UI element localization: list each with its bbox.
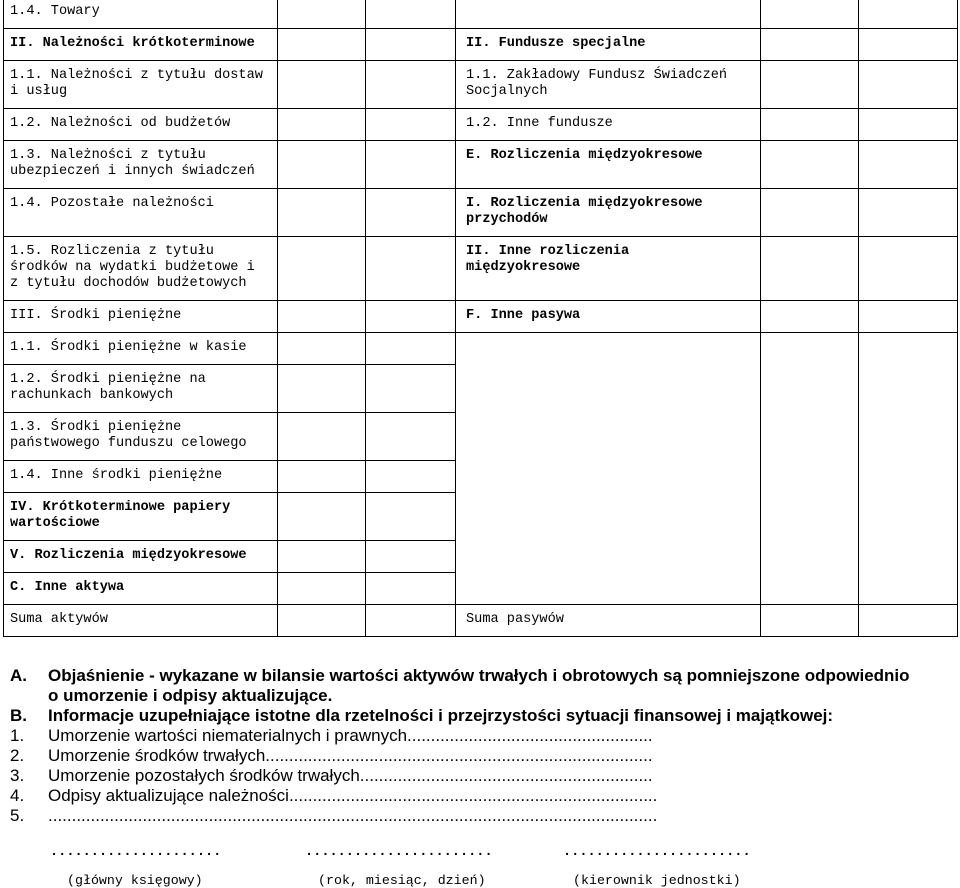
- list-item-number: 1.: [10, 726, 25, 745]
- list-item-number: 2.: [10, 746, 25, 765]
- list-item: [10, 806, 910, 826]
- table-row: [4, 0, 958, 28]
- list-item: [10, 766, 910, 786]
- asset-row-label: C. Inne aktywa: [4, 572, 278, 604]
- asset-row-label: II. Należności krótkoterminowe: [4, 28, 278, 60]
- assets-amount-cell: [278, 604, 366, 636]
- liability-row-label: I. Rozliczenia międzyokresowe przychodów: [456, 188, 761, 236]
- assets-amount-cell: [366, 540, 456, 572]
- total-liabilities-label: Suma pasywów: [456, 604, 761, 636]
- assets-amount-cell: [278, 540, 366, 572]
- assets-amount-cell: [278, 332, 366, 364]
- liabilities-amount-cell: [859, 300, 958, 332]
- liabilities-amount-cell: [761, 0, 859, 28]
- assets-amount-cell: [278, 188, 366, 236]
- assets-amount-cell: [366, 28, 456, 60]
- assets-amount-cell: [366, 604, 456, 636]
- table-row: [4, 332, 958, 364]
- asset-row-label: 1.4. Pozostałe należności: [4, 188, 278, 236]
- table-row: [4, 60, 958, 108]
- assets-amount-cell: [366, 332, 456, 364]
- asset-row-label: 1.3. Środki pieniężne państwowego funduszu celowego: [4, 412, 278, 460]
- assets-amount-cell: [278, 236, 366, 300]
- liabilities-amount-cell: [859, 140, 958, 188]
- table-row: [4, 28, 958, 60]
- signature-line-chief-accountant: .....................: [50, 845, 222, 860]
- asset-row-label: 1.1. Środki pieniężne w kasie: [4, 332, 278, 364]
- table-row: [4, 236, 958, 300]
- liabilities-amount-cell: [859, 0, 958, 28]
- note-b: [10, 706, 910, 726]
- assets-amount-cell: [278, 108, 366, 140]
- liabilities-amount-cell: [761, 188, 859, 236]
- list-item: [10, 786, 910, 806]
- list-item-text: .................................................................................................................................: [48, 806, 658, 825]
- assets-amount-cell: [278, 492, 366, 540]
- liabilities-amount-cell: [761, 108, 859, 140]
- note-text: Informacje uzupełniające istotne dla rzetelności i przejrzystości sytuacji finansowej i majątkowej:: [48, 706, 834, 725]
- asset-row-label: IV. Krótkoterminowe papiery wartościowe: [4, 492, 278, 540]
- asset-row-label: 1.2. Należności od budżetów: [4, 108, 278, 140]
- table-row: [4, 300, 958, 332]
- liabilities-amount-cell: [859, 236, 958, 300]
- liability-row-label: [456, 0, 761, 28]
- liability-row-label: F. Inne pasywa: [456, 300, 761, 332]
- assets-amount-cell: [278, 412, 366, 460]
- asset-row-label: 1.2. Środki pieniężne na rachunkach bankowych: [4, 364, 278, 412]
- assets-amount-cell: [366, 412, 456, 460]
- assets-amount-cell: [278, 364, 366, 412]
- asset-row-label: 1.4. Towary: [4, 0, 278, 28]
- liability-row-label: II. Fundusze specjalne: [456, 28, 761, 60]
- list-item: [10, 746, 910, 766]
- assets-amount-cell: [366, 140, 456, 188]
- assets-amount-cell: [278, 460, 366, 492]
- assets-amount-cell: [278, 60, 366, 108]
- signature-label-unit-head: (kierownik jednostki): [573, 873, 741, 888]
- asset-row-label: 1.5. Rozliczenia z tytułu środków na wydatki budżetowe i z tytułu dochodów budżetowych: [4, 236, 278, 300]
- asset-row-label: V. Rozliczenia międzyokresowe: [4, 540, 278, 572]
- assets-amount-cell: [366, 0, 456, 28]
- assets-amount-cell: [366, 188, 456, 236]
- note-a: [10, 666, 910, 706]
- assets-amount-cell: [366, 492, 456, 540]
- list-item-number: 3.: [10, 766, 25, 785]
- assets-amount-cell: [366, 60, 456, 108]
- liability-row-label: E. Rozliczenia międzyokresowe: [456, 140, 761, 188]
- list-item-text: Umorzenie środków trwałych..................................................................................: [48, 746, 653, 765]
- assets-amount-cell: [278, 572, 366, 604]
- assets-amount-cell: [278, 28, 366, 60]
- assets-amount-cell: [366, 236, 456, 300]
- liabilities-amount-cell: [859, 60, 958, 108]
- assets-amount-cell: [366, 300, 456, 332]
- liabilities-amount-cell: [761, 60, 859, 108]
- assets-amount-cell: [366, 572, 456, 604]
- liabilities-amount-cell: [761, 28, 859, 60]
- list-item: [10, 726, 910, 746]
- assets-amount-cell: [278, 140, 366, 188]
- note-marker: A.: [10, 666, 27, 685]
- signature-label-chief-accountant: (główny księgowy): [67, 873, 203, 888]
- liabilities-amount-cell: [859, 28, 958, 60]
- liability-row-label: 1.1. Zakładowy Fundusz Świadczeń Socjalnych: [456, 60, 761, 108]
- asset-row-label: 1.4. Inne środki pieniężne: [4, 460, 278, 492]
- notes-section: [10, 666, 910, 826]
- list-item-text: Umorzenie wartości niematerialnych i prawnych....................................................: [48, 726, 653, 745]
- list-item-number: 5.: [10, 806, 25, 825]
- liabilities-amount-cell: [761, 236, 859, 300]
- liabilities-amount-cell: [761, 140, 859, 188]
- liabilities-amount-cell: [859, 604, 958, 636]
- liability-blank-area: [456, 332, 761, 604]
- liabilities-amount-cell: [859, 332, 958, 604]
- signature-label-date: (rok, miesiąc, dzień): [318, 873, 486, 888]
- assets-amount-cell: [278, 300, 366, 332]
- list-item-text: Odpisy aktualizujące należności..............................................................................: [48, 786, 658, 805]
- assets-amount-cell: [366, 364, 456, 412]
- asset-row-label: 1.1. Należności z tytułu dostaw i usług: [4, 60, 278, 108]
- liabilities-amount-cell: [761, 300, 859, 332]
- note-text: Objaśnienie - wykazane w bilansie wartości aktywów trwałych i obrotowych są pomniejszone odpowiednio o umorzenie i odpisy aktualizujące.: [48, 666, 910, 705]
- list-item-number: 4.: [10, 786, 25, 805]
- table-row: [4, 108, 958, 140]
- totals-row: [4, 604, 958, 636]
- liabilities-amount-cell: [859, 188, 958, 236]
- table-row: [4, 140, 958, 188]
- liability-row-label: 1.2. Inne fundusze: [456, 108, 761, 140]
- asset-row-label: III. Środki pieniężne: [4, 300, 278, 332]
- liability-row-label: II. Inne rozliczenia międzyokresowe: [456, 236, 761, 300]
- assets-amount-cell: [366, 460, 456, 492]
- list-item-text: Umorzenie pozostałych środków trwałych..............................................................: [48, 766, 653, 785]
- table-row: [4, 188, 958, 236]
- balance-sheet-table: [3, 0, 958, 637]
- assets-amount-cell: [366, 108, 456, 140]
- liabilities-amount-cell: [761, 604, 859, 636]
- total-assets-label: Suma aktywów: [4, 604, 278, 636]
- liabilities-amount-cell: [859, 108, 958, 140]
- asset-row-label: 1.3. Należności z tytułu ubezpieczeń i innych świadczeń: [4, 140, 278, 188]
- liabilities-amount-cell: [761, 332, 859, 604]
- assets-amount-cell: [278, 0, 366, 28]
- signature-line-date: .......................: [305, 845, 493, 860]
- note-marker: B.: [10, 706, 27, 725]
- signature-line-unit-head: .......................: [563, 845, 751, 860]
